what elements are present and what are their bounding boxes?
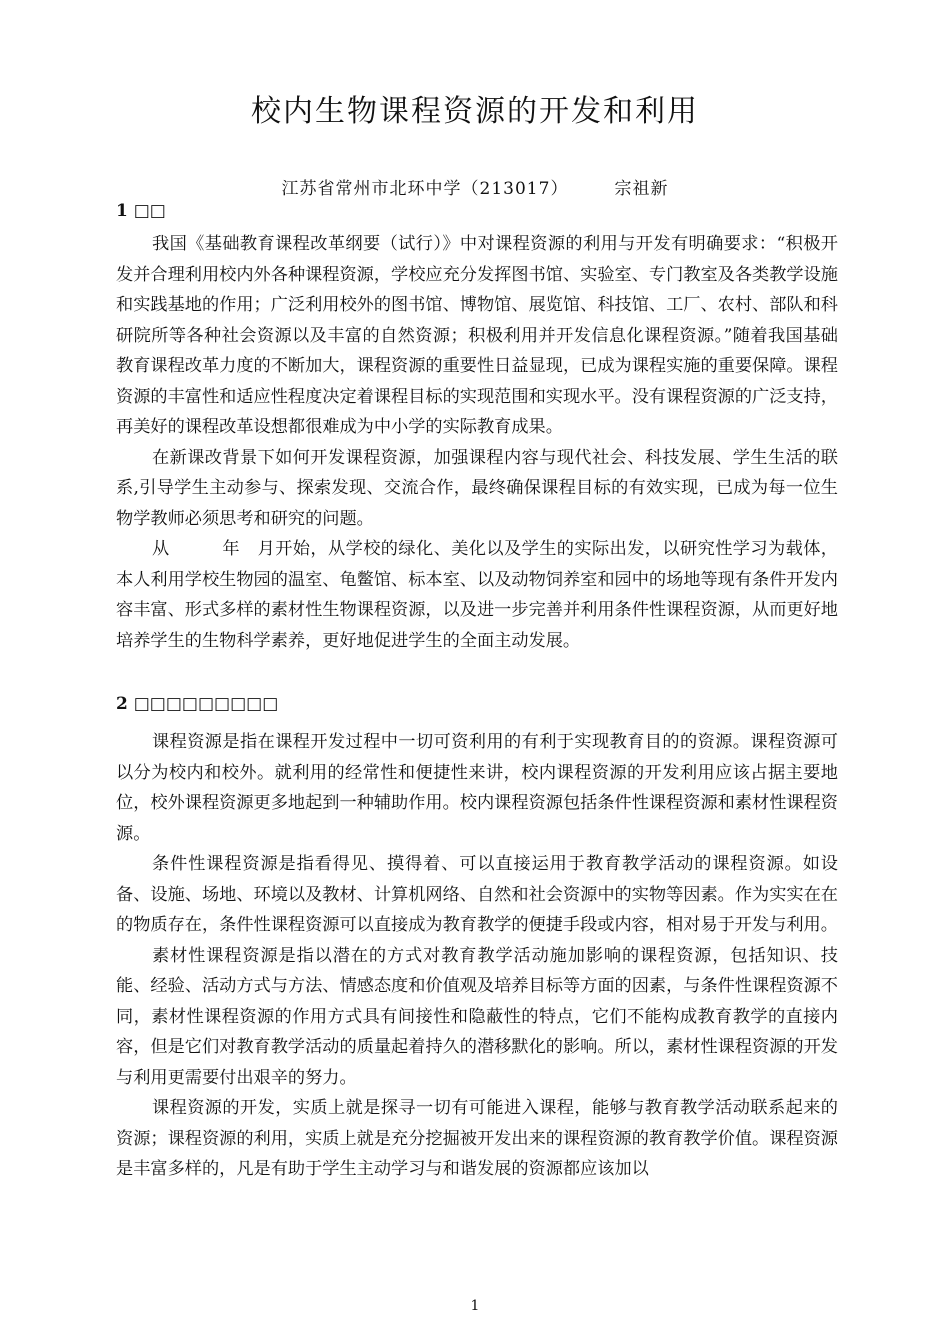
paragraph: 课程资源的开发，实质上就是探寻一切有可能进入课程，能够与教育教学活动联系起来的资源；课程资源的利用，实质上就是充分挖掘被开发出来的课程资源的教育教学价值。课程资源是丰富多样的，凡是有助于学生主动学习与和谐发展的资源都应该加以	[116, 1098, 838, 1179]
section-heading-1: 1 □□	[116, 201, 166, 221]
byline	[0, 174, 950, 199]
paragraph: 在新课改背景下如何开发课程资源，加强课程内容与现代社会、科技发展、学生生活的联系,引导学生主动参与、探索发现、交流合作，最终确保课程目标的有效实现，已成为每一位生物学教师必须思考和研究的问题。	[116, 447, 838, 529]
section-1-body	[116, 229, 838, 656]
paragraph: 我国《基础教育课程改革纲要（试行）》中对课程资源的利用与开发有明确要求：“积极开发并合理利用校内外各种课程资源，学校应充分发挥图书馆、实验室、专门教室及各类教学设施和实践基地的作用；广泛利用校外的图书馆、博物馆、展览馆、科技馆、工厂、农村、部队和科研院所等各种社会资源以及丰富的自然资源；积极利用并开发信息化课程资源。”随着我国基础教育课程改革力度的不断加大，课程资源的重要性日益显现，已成为课程实施的重要保障。课程资源的丰富性和适应性程度决定着课程目标的实现范围和实现水平。没有课程资源的广泛支持，再美好的课程改革设想都很难成为中小学的实际教育成果。	[116, 234, 838, 437]
paragraph: 课程资源是指在课程开发过程中一切可资利用的有利于实现教育目的的资源。课程资源可以分为校内和校外。就利用的经常性和便捷性来讲，校内课程资源的开发利用应该占据主要地位，校外课程资源更多地起到一种辅助作用。校内课程资源包括条件性课程资源和素材性课程资源。	[116, 732, 838, 844]
paragraph: 从 年 月开始，从学校的绿化、美化以及学生的实际出发，以研究性学习为载体，本人利用学校生物园的温室、龟鳖馆、标本室、以及动物饲养室和园中的场地等现有条件开发内容丰富、形式多样的素材性生物课程资源，以及进一步完善并利用条件性课程资源，从而更好地培养学生的生物科学素养，更好地促进学生的全面主动发展。	[116, 539, 838, 651]
section-heading-2: 2 □□□□□□□□□	[116, 694, 279, 714]
paragraph: 条件性课程资源是指看得见、摸得着、可以直接运用于教育教学活动的课程资源。如设备、设施、场地、环境以及教材、计算机网络、自然和社会资源中的实物等因素。作为实实在在的物质存在，条件性课程资源可以直接成为教育教学的便捷手段或内容，相对易于开发与利用。	[116, 854, 838, 935]
author-affiliation: 江苏省常州市北环中学（213017）	[281, 179, 569, 199]
author-name: 宗祖新	[614, 179, 669, 199]
section-2-body	[116, 727, 838, 1185]
document-title: 校内生物课程资源的开发和利用	[251, 94, 699, 129]
paragraph: 素材性课程资源是指以潜在的方式对教育教学活动施加影响的课程资源，包括知识、技能、经验、活动方式与方法、情感态度和价值观及培养目标等方面的因素，与条件性课程资源不同，素材性课程资源的作用方式具有间接性和隐蔽性的特点，它们不能构成教育教学的直接内容，但是它们对教育教学活动的质量起着持久的潜移默化的影响。所以，素材性课程资源的开发与利用更需要付出艰辛的努力。	[116, 945, 838, 1088]
page-number: 1	[470, 1298, 480, 1314]
